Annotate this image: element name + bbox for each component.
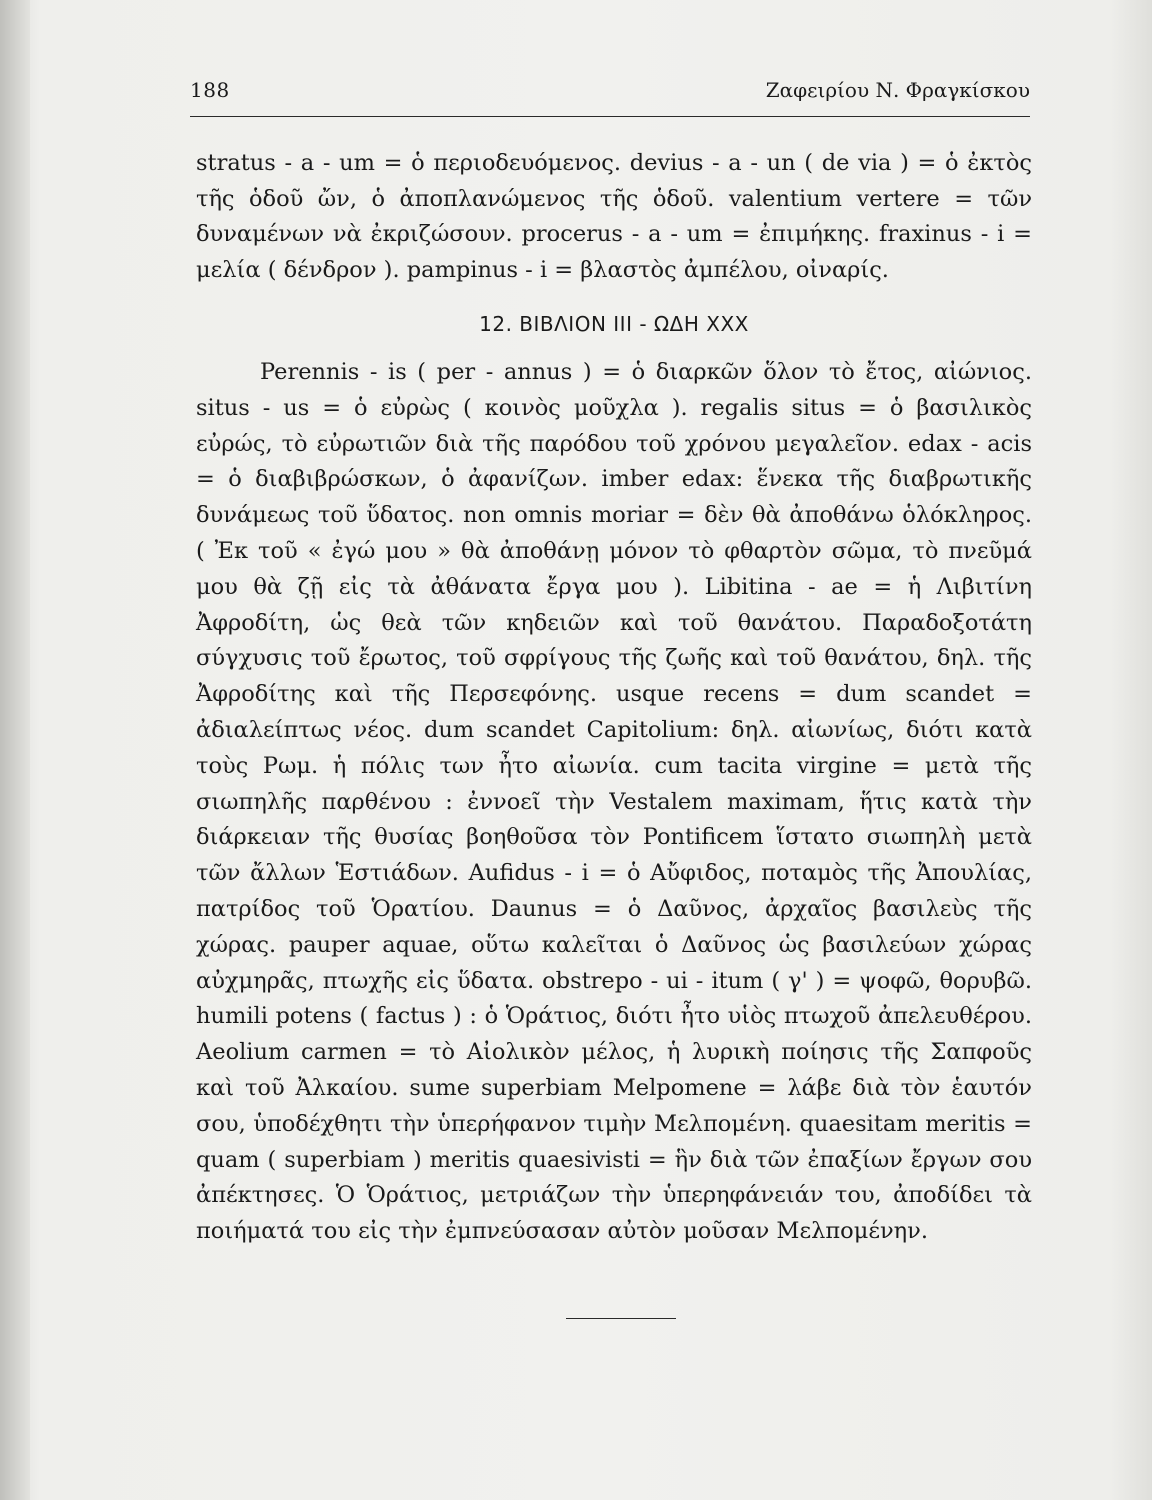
page-number: 188 bbox=[190, 78, 230, 102]
main-text-block bbox=[196, 355, 1032, 1250]
main-paragraph: Perennis - is ( per - annus ) = ὁ διαρκῶν ὅλον τὸ ἔτος, αἰώνιος. situs - us = ὁ εὐρὼς ( κοινὸς μοῦχλα ). regalis situs = ὁ βασιλικὸς εὐρώς, τὸ εὐρωτιῶν διὰ τῆς παρόδου τοῦ χρόνου μεγαλεῖον. edax - acis = ὁ διαβιβρώσκων, ὁ ἀφανίζων. imber edax: ἕνεκα τῆς διαβρωτικῆς δυνάμεως τοῦ ὕδατος. non omnis moriar = δὲν θὰ ἀποθάνω ὁλόκληρος. ( Ἐκ τοῦ « ἐγώ μου » θὰ ἀποθάνῃ μόνον τὸ φθαρτὸν σῶμα, τὸ πνεῦμά μου θὰ ζῇ εἰς τὰ ἀθάνατα ἔργα μου ). Libitina - ae = ἡ Λιβιτίνη Ἀφροδίτη, ὡς θεὰ τῶν κηδειῶν καὶ τοῦ θανάτου. Παραδοξοτάτη σύγχυσις τοῦ ἔρωτος, τοῦ σφρίγους τῆς ζωῆς καὶ τοῦ θανάτου, δηλ. τῆς Ἀφροδίτης καὶ τῆς Περσεφόνης. usque recens = dum scandet = ἀδιαλείπτως νέος. dum scandet Capitolium: δηλ. αἰωνίως, διότι κατὰ τοὺς Ρωμ. ἡ πόλις των ἦτο αἰωνία. cum tacita virgine = μετὰ τῆς σιωπηλῆς παρθένου : ἐννοεῖ τὴν Vestalem maximam, ἥτις κατὰ τὴν διάρκειαν τῆς θυσίας βοηθοῦσα τὸν Pontificem ἵστατο σιωπηλὴ μετὰ τῶν ἄλλων Ἑστιάδων. Aufidus - i = ὁ Αὔφιδος, ποταμὸς τῆς Ἀπουλίας, πατρίδος τοῦ Ὁρατίου. Daunus = ὁ Δαῦνος, ἀρχαῖος βασιλεὺς τῆς χώρας. pauper aquae, οὕτω καλεῖται ὁ Δαῦνος ὡς βασιλεύων χώρας αὐχμηρᾶς, πτωχῆς εἰς ὕδατα. obstrepo - ui - itum ( γ' ) = ψοφῶ, θορυβῶ. humili potens ( factus ) : ὁ Ὁράτιος, διότι ἦτο υἱὸς πτωχοῦ ἀπελευθέρου. Aeolium carmen = τὸ Αἰολικὸν μέλος, ἡ λυρικὴ ποίησις τῆς Σαπφοῦς καὶ τοῦ Ἀλκαίου. sume superbiam Melpomene = λάβε διὰ τὸν ἑαυτόν σου, ὑποδέχθητι τὴν ὑπερήφανον τιμὴν Μελπομένη. quaesitam meritis = quam ( superbiam ) meritis quaesivisti = ἣν διὰ τῶν ἐπαξίων ἔργων σου ἀπέκτησες. Ὁ Ὁράτιος, μετριάζων τὴν ὑπερηφάνειάν του, ἀποδίδει τὰ ποιήματά του εἰς τὴν ἐμπνεύσασαν αὐτὸν μοῦσαν Μελπομένην. bbox=[196, 359, 1032, 1245]
page-header bbox=[190, 78, 1030, 110]
section-title: 12. ΒΙΒΛΙΟΝ ΙΙΙ - ΩΔΗ ΧΧΧ bbox=[479, 312, 749, 336]
closing-rule bbox=[566, 1318, 676, 1319]
running-head: Ζαφειρίου Ν. Φραγκίσκου bbox=[765, 78, 1030, 102]
intro-text-block bbox=[196, 146, 1032, 288]
page-edge-shadow bbox=[0, 0, 30, 1500]
header-rule bbox=[190, 116, 1030, 117]
intro-paragraph: stratus - a - um = ὁ περιοδευόμενος. devius - a - un ( de via ) = ὁ ἐκτὸς τῆς ὁδοῦ ὤν, ὁ ἀποπλανώμενος τῆς ὁδοῦ. valentium vertere = τῶν δυναμένων νὰ ἐκριζώσουν. procerus - a - um = ἐπιμήκης. fraxinus - i = μελία ( δένδρον ). pampinus - i = βλαστὸς ἀμπέλου, οἰναρίς. bbox=[196, 150, 1032, 283]
